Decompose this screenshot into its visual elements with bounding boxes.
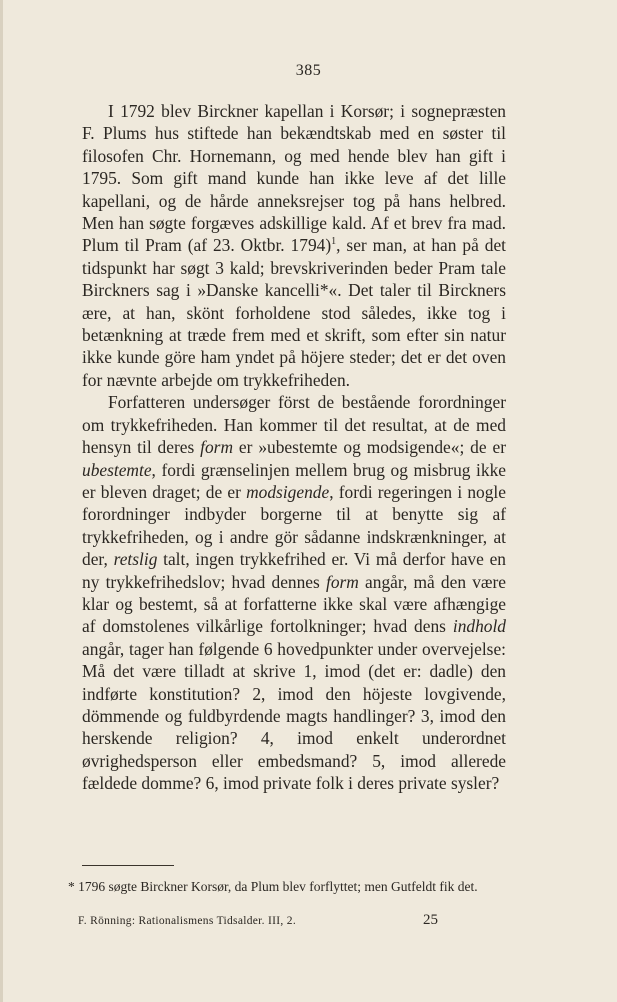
text-run: talt, ingen trykkefrihed er. Vi må derfor have en ny trykkefrihedslov; hvad dennes (82, 549, 506, 592)
text-run: Forfatteren undersøger först de bestående forordninger om trykkefriheden. Han kommer til det resultat, at de med hensyn til deres (82, 392, 506, 458)
footnote (68, 878, 506, 897)
text-run: er »ubestemte og modsigende«; de er (233, 437, 506, 458)
italic-term: modsigende (246, 481, 330, 502)
page-edge (0, 0, 3, 1002)
footnote-marker: * (68, 879, 75, 894)
italic-term: form (325, 571, 359, 592)
italic-term: retslig (113, 549, 158, 570)
footnote-divider (82, 865, 174, 866)
body-text (82, 100, 506, 795)
italic-term: form (200, 437, 234, 458)
paragraph (82, 391, 506, 794)
printer-signature: F. Rönning: Rationalismens Tidsalder. III, 2. (78, 915, 296, 927)
text-run: angår, må den være klar og bestemt, så at forfatterne ikke skal være afhængige af domstolenes vilkårlige fortolkninger; hvad dens (82, 571, 506, 637)
superscript-marker: 1 (331, 236, 337, 248)
paragraph (82, 100, 506, 391)
text-run: , fordi grænselinjen mellem brug og misbrug ikke er bleven draget; de er (82, 459, 506, 502)
footnote-text: 1796 søgte Birckner Korsør, da Plum blev forflyttet; men Gutfeldt fik det. (78, 879, 478, 894)
page-number: 385 (295, 62, 322, 79)
text-run: angår, tager han følgende 6 hovedpunkter under overvejelse: Må det være tilladt at skrive 1, imod (det er: dadle) den indførte konstitution? 2, imod den höjeste lovgivende, dömmende og fuldbyrdende magts handlinger? 3, imod den herskende religion? 4, imod enkelt underordnet øvrighedsperson eller embedsmand? 5, imod allerede fældede domme? 6, imod private folk i deres private sysler? (82, 638, 506, 794)
italic-term: indhold (452, 616, 506, 637)
signature-number: 25 (423, 912, 438, 928)
text-run: , ser man, at han på det tidspunkt har søgt 3 kald; brevskriverinden beder Pram tale Bircknerѕ sag i »Danske kancelli*«. Det taler til Bircknerѕ ære, at han, skönt forholdene stod således, ikke tog i betænkning at træde frem med et skrift, som efter sin natur ikke kunde göre ham yndet på höjere steder; det er det oven for nævnte arbejde om trykkefriheden. (82, 235, 506, 390)
text-run: I 1792 blev Birckner kapellan i Korsør; i sognepræsten F. Plums hus stiftede han bekændtskab med en søster til filosofen Chr. Hornemann, og med hende blev han gift i 1795. Som gift mand kunde han ikke leve af det lille kapellani, og de hårde anneksrejser tog på hans helbred. Men han søgte forgæves adskillige kald. Af et brev fra mad. Plum til Pram (af 23. Oktbr. 1794) (82, 101, 506, 256)
italic-term: ubestemte (82, 459, 152, 480)
text-run: , fordi regeringen i nogle forordninger indbyder borgerne til at benytte sig af trykkefriheden, og i andre gör sådanne indskrænkninger, at der, (82, 481, 506, 570)
